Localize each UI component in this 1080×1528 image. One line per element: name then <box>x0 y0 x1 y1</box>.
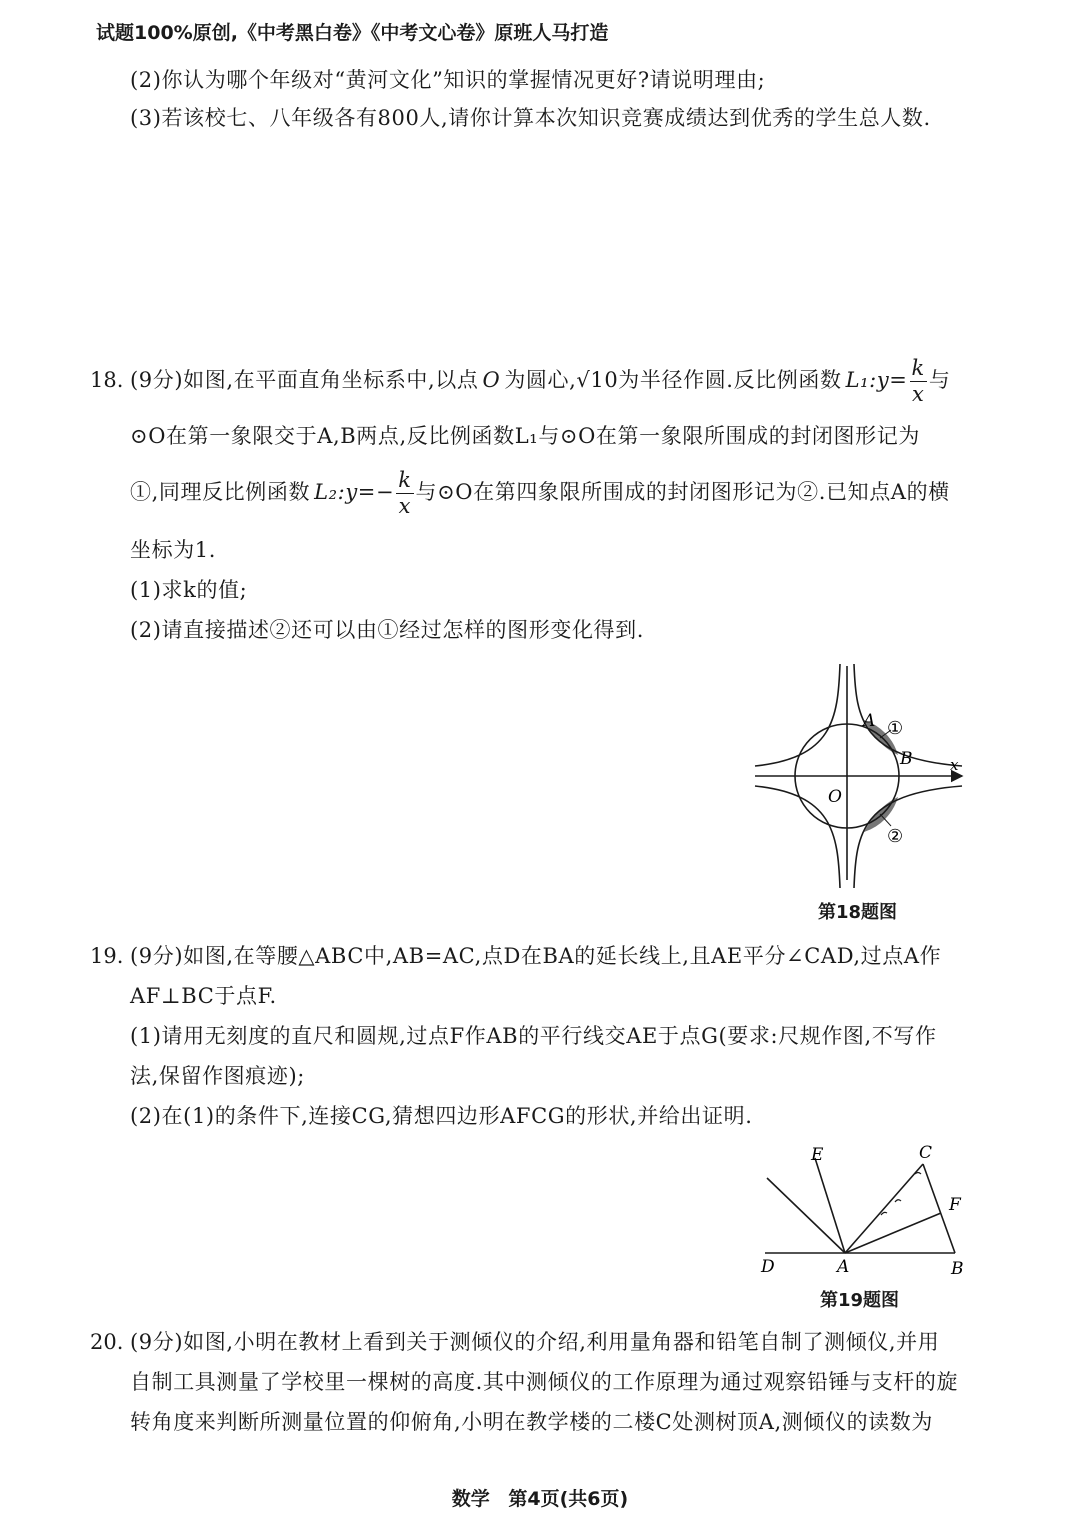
q18-line1-end: 与 <box>928 368 951 393</box>
q18-fraction-2-denominator: x <box>398 493 412 518</box>
page-header: 试题100%原创,《中考黑白卷》《中考文心卷》原班人马打造 <box>96 22 609 44</box>
arc-mark-1 <box>881 1212 887 1215</box>
page-footer <box>0 1484 1080 1511</box>
q18-point-o: O <box>482 368 501 393</box>
q20-line3: 转角度来判断所测量位置的仰俯角,小明在教学楼的二楼C处测树顶A,测倾仪的读数为 <box>130 1410 933 1434</box>
q18-line1 <box>130 356 950 406</box>
q19-number: 19. <box>90 944 124 968</box>
label-b: B <box>951 1259 964 1279</box>
q18-line1-b: 为圆心,√10为半径作圆.反比例函数 <box>504 368 842 393</box>
q18-fraction-1-denominator: x <box>911 381 925 406</box>
q19-part1-b: 法,保留作图痕迹); <box>130 1064 305 1088</box>
q18-part1: (1)求k的值; <box>130 578 248 602</box>
hyperbola-l2-q4 <box>854 786 962 888</box>
line-af <box>845 1213 941 1253</box>
label-f: F <box>949 1195 961 1215</box>
q18-line3-a: ①,同理反比例函数 <box>130 480 311 505</box>
q18-figure <box>750 660 970 890</box>
label-e: E <box>811 1145 824 1165</box>
q18-caption: 第18题图 <box>818 902 898 923</box>
q18-line3 <box>130 468 950 518</box>
q18-part2: (2)请直接描述②还可以由①经过怎样的图形变化得到. <box>130 618 645 642</box>
q18-function-l1: L₁:y= <box>845 368 908 393</box>
label-x: x <box>950 756 959 774</box>
q18-line2: ⊙O在第一象限交于A,B两点,反比例函数L₁与⊙O在第一象限所围成的封闭图形记为 <box>130 424 920 448</box>
q18-function-l2: L₂:y=− <box>314 480 395 505</box>
q18-line1-a: (9分)如图,在平面直角坐标系中,以点 <box>130 368 479 393</box>
footer-page: 第4页(共6页) <box>508 1488 629 1510</box>
q19-line1: (9分)如图,在等腰△ABC中,AB=AC,点D在BA的延长线上,且AE平分∠CAD,过点A作 <box>130 944 942 968</box>
q19-part2: (2)在(1)的条件下,连接CG,猜想四边形AFCG的形状,并给出证明. <box>130 1104 753 1128</box>
label-c: C <box>919 1143 933 1163</box>
q18-fraction-2-numerator: k <box>398 467 412 492</box>
q18-number: 18. <box>90 368 124 392</box>
q18-fraction-2 <box>396 467 413 518</box>
q18-fraction-1 <box>910 355 927 406</box>
label-region-1: ① <box>887 718 904 739</box>
q20-number: 20. <box>90 1330 124 1354</box>
line-ac <box>845 1164 923 1253</box>
arc-mark-2 <box>895 1200 901 1202</box>
q17-part2: (2)你认为哪个年级对“黄河文化”知识的掌握情况更好?请说明理由; <box>130 68 766 92</box>
q20-line1: (9分)如图,小明在教材上看到关于测倾仪的介绍,利用量角器和铅笔自制了测倾仪,并用 <box>130 1330 940 1354</box>
q19-line2: AF⊥BC于点F. <box>130 984 277 1008</box>
footer-subject: 数学 <box>451 1488 490 1510</box>
label-d: D <box>761 1257 775 1277</box>
label-a: A <box>863 711 876 731</box>
q18-line3-b: 与⊙O在第四象限所围成的封闭图形记为②.已知点A的横 <box>415 480 950 505</box>
label-region-2: ② <box>887 826 904 847</box>
label-a: A <box>837 1257 850 1277</box>
q17-part3: (3)若该校七、八年级各有800人,请你计算本次知识竞赛成绩达到优秀的学生总人数. <box>130 106 931 130</box>
q18-fraction-1-numerator: k <box>911 355 925 380</box>
arc-mark-3 <box>915 1173 921 1175</box>
q19-figure <box>755 1140 975 1280</box>
q19-part1-a: (1)请用无刻度的直尺和圆规,过点F作AB的平行线交AE于点G(要求:尺规作图,不写作 <box>130 1024 937 1048</box>
label-o: O <box>828 787 842 807</box>
q19-caption: 第19题图 <box>820 1290 900 1311</box>
label-b: B <box>900 749 913 769</box>
q20-line2: 自制工具测量了学校里一棵树的高度.其中测倾仪的工作原理为通过观察铅锤与支杆的旋 <box>130 1370 959 1394</box>
hyperbola-l2-q2 <box>755 664 840 766</box>
q18-line4: 坐标为1. <box>130 538 217 562</box>
